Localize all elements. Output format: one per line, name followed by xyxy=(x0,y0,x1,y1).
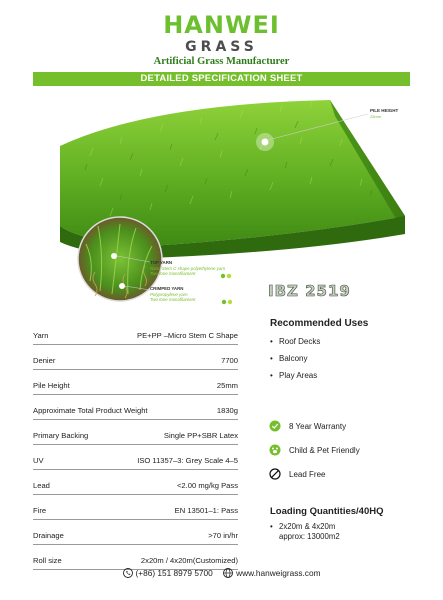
spec-key: Primary Backing xyxy=(33,431,89,440)
top-yarn-callout xyxy=(150,260,225,277)
spec-value: EN 13501–1: Pass xyxy=(174,506,238,515)
spec-key: Drainage xyxy=(33,531,64,540)
spec-key: Yarn xyxy=(33,331,49,340)
spec-row xyxy=(33,395,238,420)
spec-value: 25mm xyxy=(216,381,238,390)
top-yarn-desc2: Two tone monofilament xyxy=(150,271,196,276)
contact-footer xyxy=(0,568,443,580)
crimped-yarn-callout xyxy=(150,286,195,303)
logo-wordmark: HANWEI xyxy=(163,11,280,39)
feature-label: Child & Pet Friendly xyxy=(289,445,360,455)
spec-value: 2x20m / 4x20m(Customized) xyxy=(140,556,238,565)
spec-key: Denier xyxy=(33,356,56,365)
feature-warranty xyxy=(269,414,360,438)
feature-list xyxy=(269,414,360,486)
recommended-use-label: Balcony xyxy=(279,354,308,363)
spec-key: UV xyxy=(33,456,44,465)
spec-row xyxy=(33,345,238,370)
recommended-use-label: Roof Decks xyxy=(279,337,321,346)
spec-value: >70 in/hr xyxy=(208,531,238,540)
website-url: www.hanweigrass.com xyxy=(236,568,321,578)
top-yarn-title: TOP YARN xyxy=(150,260,173,265)
spec-key: Fire xyxy=(33,506,47,515)
spec-key: Approximate Total Product Weight xyxy=(33,406,148,415)
phone-number: (+86) 151 8979 5700 xyxy=(135,568,213,578)
spec-row xyxy=(33,420,238,445)
list-item: • Roof Decks xyxy=(270,337,321,346)
feature-lead-free xyxy=(269,462,360,486)
crimped-yarn-title: CRIMPED YARN xyxy=(150,286,184,291)
spec-row xyxy=(33,520,238,545)
feature-label: Lead Free xyxy=(289,469,326,479)
list-item: • Balcony xyxy=(270,354,308,363)
spec-value: 7700 xyxy=(221,356,238,365)
pile-height-value: 25mm xyxy=(370,114,382,119)
spec-row xyxy=(33,470,238,495)
crimped-yarn-desc1: Polypropylene yarn xyxy=(150,291,188,297)
globe-icon xyxy=(223,568,233,578)
loading-quantities-body: • 2x20m & 4x20m approx: 13000m2 xyxy=(270,522,340,541)
recommended-uses-list xyxy=(270,333,320,384)
crimped-yarn-desc2: Two tone monofilament xyxy=(150,297,196,302)
feature-label: 8 Year Warranty xyxy=(289,421,347,431)
pet-friendly-icon xyxy=(269,444,281,456)
spec-value: 1830g xyxy=(216,406,238,415)
recommended-use-label: Play Areas xyxy=(279,371,318,380)
loading-line1: 2x20m & 4x20m xyxy=(279,522,336,531)
spec-value: <2.00 mg/kg Pass xyxy=(177,481,238,490)
spec-row xyxy=(33,495,238,520)
warranty-icon xyxy=(269,420,281,432)
top-yarn-desc1: Nano Stem C shape polyethylene yarn xyxy=(150,265,226,271)
spec-key: Lead xyxy=(33,481,50,490)
product-model: IBZ 2519 xyxy=(268,282,351,300)
recommended-uses-title: Recommended Uses xyxy=(270,318,369,329)
spec-value: ISO 11357–3: Grey Scale 4–5 xyxy=(137,456,238,465)
spec-row xyxy=(33,370,238,395)
pile-height-label: PILE HEIGHT xyxy=(370,108,399,113)
list-item: • Play Areas xyxy=(270,371,318,380)
turf-product-image xyxy=(0,86,443,311)
spec-row xyxy=(33,545,238,570)
feature-pet-friendly xyxy=(269,438,360,462)
lead-free-icon xyxy=(269,468,281,480)
phone-contact[interactable] xyxy=(123,568,213,578)
loading-quantities-title: Loading Quantities/40HQ xyxy=(270,506,384,517)
spec-table xyxy=(33,320,238,570)
spec-row xyxy=(33,445,238,470)
spec-sheet-banner: DETAILED SPECIFICATION SHEET xyxy=(33,72,410,86)
company-logo xyxy=(0,12,443,67)
spec-key: Roll size xyxy=(33,556,62,565)
spec-value: PE+PP –Micro Stem C Shape xyxy=(137,331,238,340)
loading-line2: approx: 13000m2 xyxy=(279,532,340,541)
phone-icon xyxy=(123,568,133,578)
spec-key: Pile Height xyxy=(33,381,70,390)
logo-subword: GRASS xyxy=(185,39,258,55)
logo-tagline: Artificial Grass Manufacturer xyxy=(153,56,290,67)
spec-row xyxy=(33,320,238,345)
website-link[interactable] xyxy=(223,568,320,578)
spec-value: Single PP+SBR Latex xyxy=(163,431,238,440)
